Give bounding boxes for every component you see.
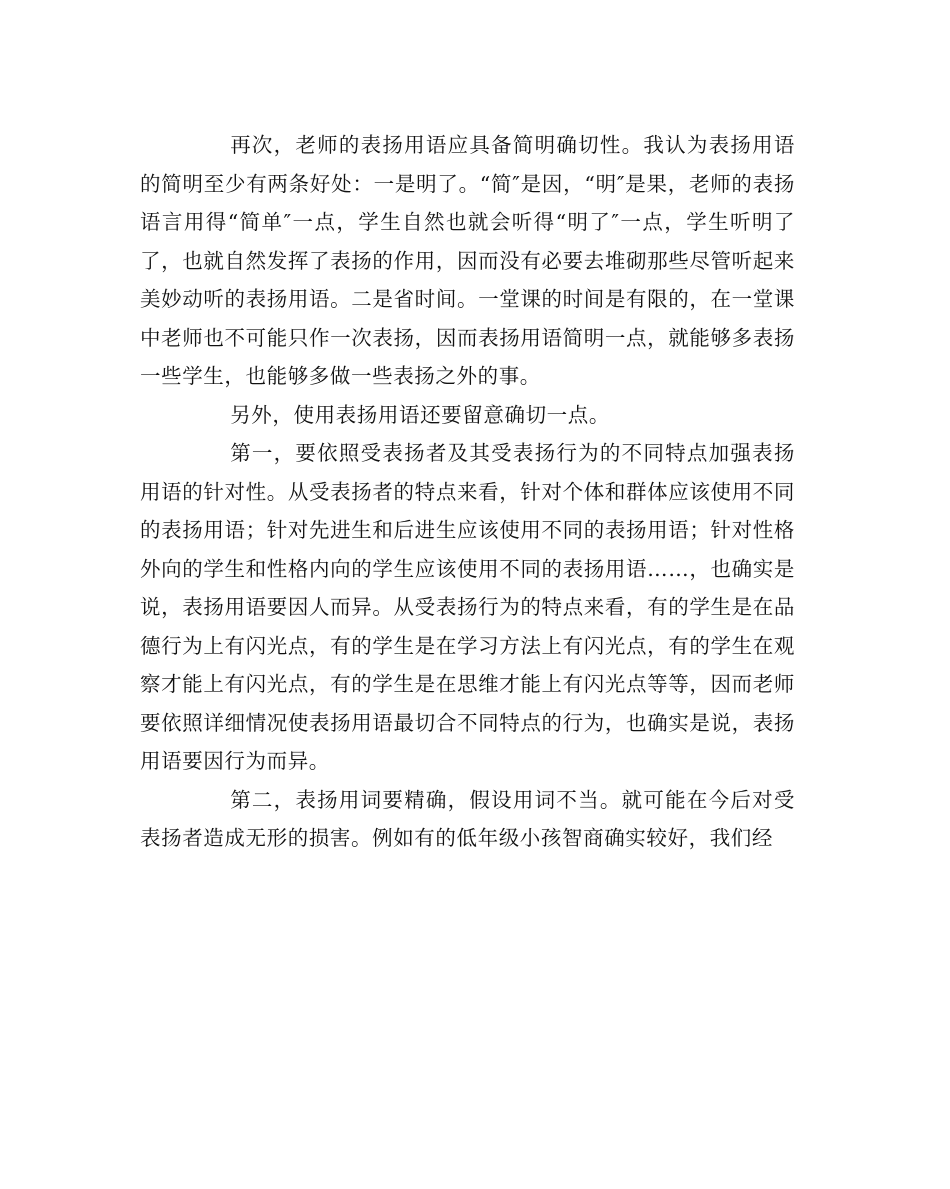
paragraph-praise-accuracy-intro: 另外，使用表扬用语还要留意确切一点。 bbox=[230, 402, 610, 427]
paragraph-second-point: 第二，表扬用词要精确，假设用词不当。就可能在今后对受表扬者造成无形的损害。例如有的低年级小孩智商确实较好，我们经 bbox=[140, 787, 795, 850]
paragraph-praise-brevity: 再次，老师的表扬用语应具备简明确切性。我认为表扬用语的简明至少有两条好处：一是明了。“简″是因，“明″是果，老师的表扬语言用得“简单″一点，学生自然也就会听得“明了″一点，学生听明了了，也就自然发挥了表扬的作用，因而没有必要去堆砌那些尽管听起来美妙动听的表扬用语。二是省时间。一堂课的时间是有限的，在一堂课中老师也不可能只作一次表扬，因而表扬用语简明一点，就能够多表扬一些学生，也能够多做一些表扬之外的事。 bbox=[140, 133, 795, 388]
document-body bbox=[140, 126, 795, 858]
paragraph-first-point: 第一，要依照受表扬者及其受表扬行为的不同特点加强表扬用语的针对性。从受表扬者的特点来看，针对个体和群体应该使用不同的表扬用语；针对先进生和后进生应该使用不同的表扬用语；针对性格外向的学生和性格内向的学生应该使用不同的表扬用语……，也确实是说，表扬用语要因人而异。从受表扬行为的特点来看，有的学生是在品德行为上有闪光点，有的学生是在学习方法上有闪光点，有的学生在观察才能上有闪光点，有的学生是在思维才能上有闪光点等等，因而老师要依照详细情况使表扬用语最切合不同特点的行为，也确实是说，表扬用语要因行为而异。 bbox=[140, 441, 795, 773]
